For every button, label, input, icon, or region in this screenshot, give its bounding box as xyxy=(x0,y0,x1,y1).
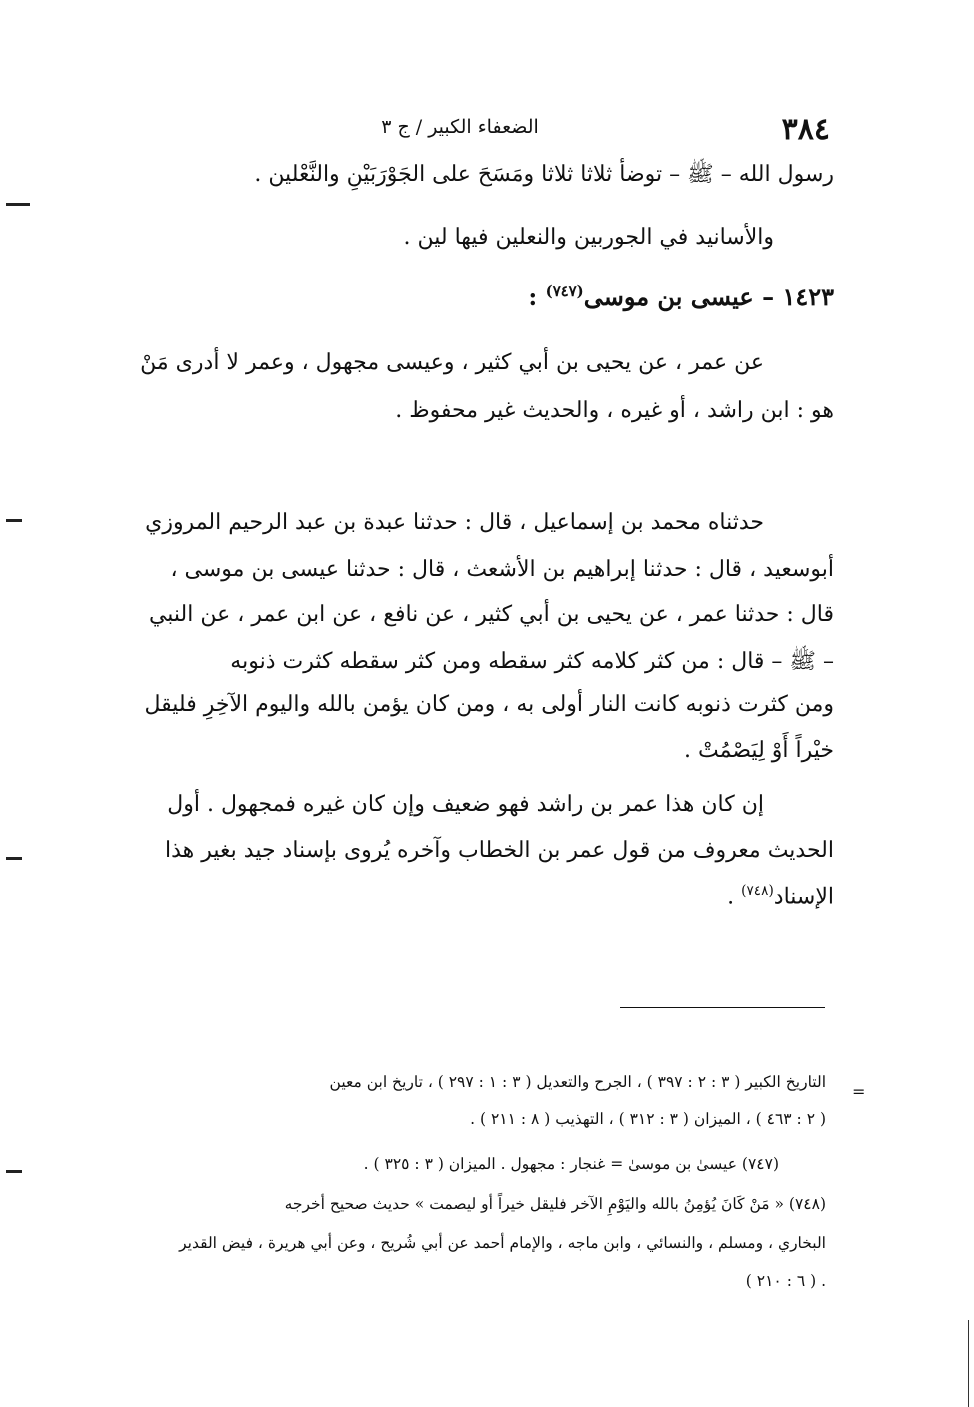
scan-mark xyxy=(6,203,30,206)
text-line: – ﷺ – قال : من كثر كلامه كثر سقطه ومن كثر سقطه كثرت ذنوبه xyxy=(230,649,834,674)
footnote-line: ( ٢ : ٤٦٣ ) ، الميزان ( ٣ : ٣١٢ ) ، التهذيب ( ٨ : ٢١١ ) . xyxy=(470,1110,826,1128)
scan-mark xyxy=(6,1170,22,1173)
text-span: . xyxy=(727,884,742,910)
text-line: والأسانيد في الجوربين والنعلين فيها لين . xyxy=(403,225,774,250)
running-title: الضعفاء الكبير / ج ٣ xyxy=(381,116,539,138)
text-line: قال : حدثنا عمر ، عن يحيى بن أبي كثير ، عن نافع ، عن ابن عمر ، عن النبي xyxy=(148,602,834,627)
text-line: هو : ابن راشد ، أو غيره ، والحديث غير محفوظ . xyxy=(395,398,834,423)
entry-name: عيسى بن موسى xyxy=(583,282,754,311)
scan-edge-line xyxy=(968,1320,969,1407)
text-line: رسول الله – ﷺ – توضأ ثلاثا ثلاثا ومَسَحَ على الجَوْرَبَيْنِ والنَّعْلين . xyxy=(254,162,834,187)
entry-colon: : xyxy=(528,282,538,311)
footnote-separator xyxy=(620,1007,825,1008)
text-line: إن كان هذا عمر بن راشد فهو ضعيف وإن كان غيره فمجهول . أول xyxy=(167,792,764,817)
entry-number: ١٤٢٣ xyxy=(782,282,834,311)
entry-dash: – xyxy=(762,282,775,311)
continuation-mark: = xyxy=(852,1082,866,1101)
text-line: الحديث معروف من قول عمر بن الخطاب وآخره يُروى بإسناد جيد بغير هذا xyxy=(165,838,834,863)
scan-mark xyxy=(6,857,22,860)
footnote-line: البخاري ، ومسلم ، والنسائي ، وابن ماجه ، والإمام أحمد عن أبي شُريح ، وعن أبي هريرة ، فيض القدير xyxy=(179,1234,826,1252)
footnote-747: (٧٤٧) عيسىٰ بن موسىٰ = غنجار : مجهول . الميزان ( ٣ : ٣٢٥ ) . xyxy=(363,1155,779,1173)
footnote-line: . ( ٦ : ٢١٠ ) xyxy=(745,1272,826,1290)
text-line xyxy=(727,883,834,909)
text-line: خيْراً أَوْ لِيَصْمُتْ . xyxy=(684,738,834,763)
footnote-ref: (٧٤٨) xyxy=(741,883,774,899)
text-line: عن عمر ، عن يحيى بن أبي كثير ، وعيسى مجهول ، وعمر لا أدرى مَنْ xyxy=(140,350,764,375)
text-line: أبوسعيد ، قال : حدثنا إبراهيم بن الأشعث ، قال : حدثنا عيسى بن موسى ، xyxy=(170,557,834,582)
text-line: ومن كثرت ذنوبه كانت النار أولى به ، ومن كان يؤمن بالله واليوم الآخِرِ فليقل xyxy=(144,692,834,717)
text-span: الإسناد xyxy=(773,884,834,910)
footnote-line: التاريخ الكبير ( ٣ : ٢ : ٣٩٧ ) ، الجرح والتعديل ( ٣ : ١ : ٢٩٧ ) ، تاريخ ابن معين xyxy=(329,1073,826,1091)
entry-heading xyxy=(528,282,834,311)
footnote-748: (٧٤٨) « مَنْ كَانَ يُؤمِنُ بالله واليَوْمِ الآخر فليقل خيراً أو ليصمت » حديث صحيح أخرجه xyxy=(284,1195,826,1213)
page-number: ٣٨٤ xyxy=(781,112,830,147)
scan-mark xyxy=(6,519,22,522)
text-line: حدثناه محمد بن إسماعيل ، قال : حدثنا عبدة بن عبد الرحيم المروزي xyxy=(145,510,764,535)
footnote-ref: (٧٤٧) xyxy=(545,282,584,300)
